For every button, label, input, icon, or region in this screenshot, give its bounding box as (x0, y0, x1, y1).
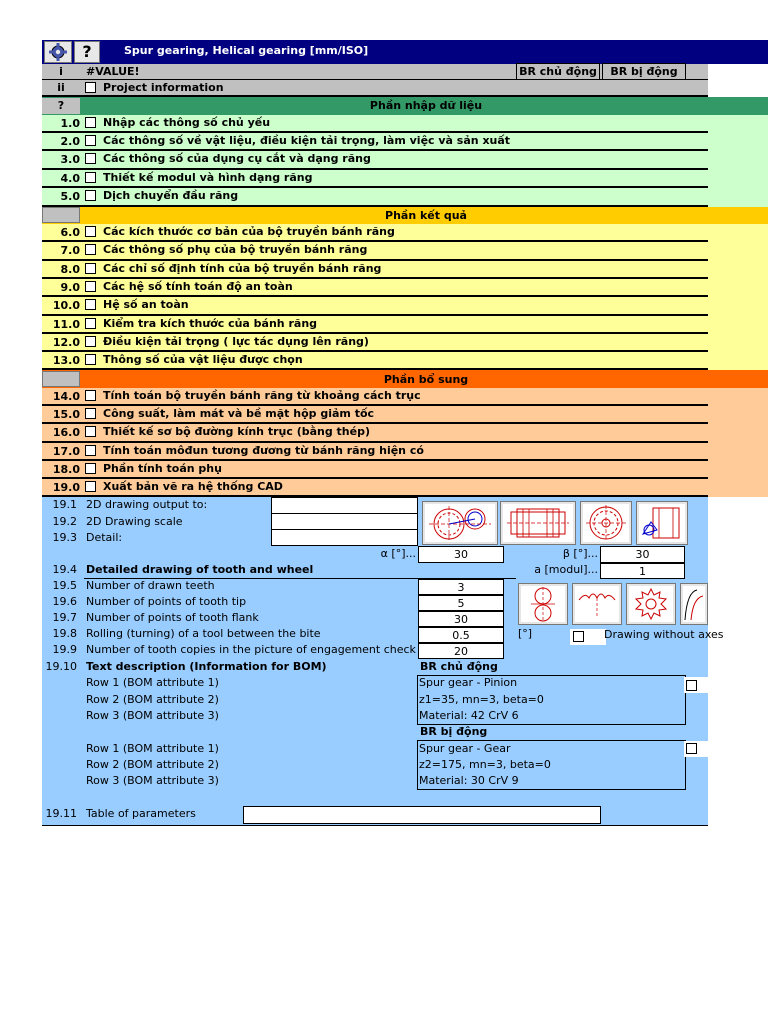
detail-input[interactable] (271, 529, 418, 546)
drawing-without-axes-label: Drawing without axes (604, 628, 724, 641)
module-label: a [modul]... (534, 563, 598, 576)
row-19-1-label: 2D drawing output to: (86, 498, 208, 511)
beta-label: β [°]... (562, 547, 598, 560)
row-ii-index: ii (57, 81, 65, 94)
row-19-10-number: 19.10 (45, 660, 77, 673)
drawing-without-axes-checkbox[interactable] (573, 631, 584, 642)
module-input[interactable]: 1 (600, 563, 685, 579)
result-row-number: 6.0 (60, 226, 80, 239)
result-row-checkbox[interactable] (85, 226, 96, 237)
extra-row-label[interactable]: Công suất, làm mát và bề mặt hộp giảm tốc (103, 407, 375, 420)
result-row-checkbox[interactable] (85, 244, 96, 255)
result-row-label[interactable]: Kiểm tra kích thước của bánh răng (103, 317, 318, 330)
drawn-teeth-input[interactable]: 3 (418, 579, 504, 595)
tool-rolling-input[interactable]: 0.5 (418, 627, 504, 643)
gear-wheel-button[interactable] (626, 583, 676, 625)
result-row-label[interactable]: Thông số của vật liệu được chọn (103, 353, 303, 366)
result-row-number: 10.0 (52, 299, 80, 312)
row-19-1-number: 19.1 (52, 498, 77, 511)
extra-section-title: Phần bổ sung (383, 373, 469, 386)
extra-row-number: 16.0 (52, 426, 80, 439)
extra-row-checkbox[interactable] (85, 408, 96, 419)
input-row-label[interactable]: Các thông số về vật liệu, điều kiện tải trọng, làm việc và sản xuất (103, 134, 511, 147)
extra-row-number: 19.0 (52, 481, 80, 494)
input-row-label[interactable]: Các thông số của dụng cụ cắt và dạng răng (103, 152, 371, 165)
gear-front-icon (583, 504, 629, 542)
input-row-checkbox[interactable] (85, 117, 96, 128)
extra-row-number: 17.0 (52, 445, 80, 458)
bom-driven-title: BR bị động (420, 725, 488, 738)
result-row-number: 11.0 (52, 318, 80, 331)
input-section-title: Phần nhập dữ liệu (369, 99, 483, 112)
input-row-label[interactable]: Nhập các thông số chủ yếu (103, 116, 271, 129)
settings-icon-button[interactable] (44, 41, 72, 63)
result-row-label[interactable]: Các chỉ số định tính của bộ truyền bánh răng (103, 262, 382, 275)
tooth-flank-button[interactable] (680, 583, 708, 625)
row-19-3-label: Detail: (86, 531, 123, 544)
row-19-7-number: 19.7 (52, 611, 77, 624)
extra-row-number: 14.0 (52, 390, 80, 403)
gear-detail-drawing-button[interactable] (636, 501, 688, 545)
result-row-checkbox[interactable] (85, 354, 96, 365)
results-section-title: Phần kết quả (385, 209, 467, 222)
extra-row-label[interactable]: Xuất bản vẽ ra hệ thống CAD (103, 480, 283, 493)
input-row-number: 4.0 (60, 172, 80, 185)
row-19-6-number: 19.6 (52, 595, 77, 608)
row-19-4-number: 19.4 (52, 563, 77, 576)
gear-section-icon (503, 504, 573, 542)
result-row-checkbox[interactable] (85, 281, 96, 292)
result-row-number: 12.0 (52, 336, 80, 349)
tooth-flank-points-input[interactable]: 30 (418, 611, 504, 627)
gear-pair-icon (425, 504, 495, 542)
tooth-engagement-icon (521, 586, 565, 622)
input-row-number: 1.0 (60, 117, 80, 130)
row-19-8-label: Rolling (turning) of a tool between the bite (86, 627, 321, 640)
result-row-label[interactable]: Các kích thước cơ bản của bộ truyền bánh răng (103, 225, 395, 238)
result-row-label[interactable]: Các thông số phụ của bộ truyền bánh răng (103, 243, 368, 256)
row-19-5-label: Number of drawn teeth (86, 579, 215, 592)
row-19-3-number: 19.3 (52, 531, 77, 544)
result-row-checkbox[interactable] (85, 299, 96, 310)
result-row-number: 9.0 (60, 281, 80, 294)
page-title: Spur gearing, Helical gearing [mm/ISO] (124, 44, 369, 57)
row-19-11-label: Table of parameters (86, 807, 196, 820)
row-19-2-label: 2D Drawing scale (86, 515, 183, 528)
row-19-2-number: 19.2 (52, 515, 77, 528)
bom-row-value[interactable]: Spur gear - Gear (419, 742, 511, 755)
tooth-flank-icon (683, 586, 705, 622)
row-ii-label: Project information (103, 81, 224, 94)
result-row-label[interactable]: Điều kiện tải trọng ( lực tác dụng lên răng) (103, 335, 369, 348)
project-info-checkbox[interactable] (85, 82, 96, 93)
bom-driving-title: BR chủ động (420, 660, 498, 673)
bom-row-label: Row 1 (BOM attribute 1) (86, 742, 219, 755)
bom-row-value[interactable]: z1=35, mn=3, beta=0 (419, 693, 544, 706)
extra-section-marker (42, 371, 80, 387)
row-i-index: i (59, 65, 63, 78)
row-19-11-number: 19.11 (45, 807, 77, 820)
result-rows-right-bg (708, 224, 768, 370)
result-row-number: 7.0 (60, 244, 80, 257)
table-of-parameters-input[interactable] (243, 806, 601, 824)
result-row-number: 13.0 (52, 354, 80, 367)
bom-driving-checkbox[interactable] (686, 680, 697, 691)
bom-row-value[interactable]: z2=175, mn=3, beta=0 (419, 758, 551, 771)
extra-row-checkbox[interactable] (85, 481, 96, 492)
column-header-driven: BR bị động (602, 63, 686, 80)
extra-rows-right-bg (708, 388, 768, 497)
question-icon: ? (82, 42, 92, 61)
input-row-label[interactable]: Thiết kế modul và hình dạng răng (103, 171, 313, 184)
drawing-scale-input[interactable] (271, 513, 418, 530)
result-row-checkbox[interactable] (85, 263, 96, 274)
extra-row-label[interactable]: Thiết kế sơ bộ đường kính trục (bằng thép) (103, 425, 371, 438)
extra-row-checkbox[interactable] (85, 463, 96, 474)
bom-row-label: Row 3 (BOM attribute 3) (86, 709, 219, 722)
gear-pair-drawing-button[interactable] (422, 501, 498, 545)
extra-row-checkbox[interactable] (85, 426, 96, 437)
gear-front-drawing-button[interactable] (580, 501, 632, 545)
extra-row-label[interactable]: Tính toán môđun tương đương từ bánh răng hiện có (103, 444, 424, 457)
row-19-10-label: Text description (Information for BOM) (86, 660, 327, 673)
input-row-number: 3.0 (60, 153, 80, 166)
tooth-copies-input[interactable]: 20 (418, 643, 504, 659)
extra-row-number: 18.0 (52, 463, 80, 476)
bom-row-value[interactable]: Spur gear - Pinion (419, 676, 518, 689)
input-row-number: 5.0 (60, 190, 80, 203)
row-i-value: #VALUE! (86, 65, 140, 78)
input-section-marker: ? (42, 98, 80, 114)
bom-row-label: Row 2 (BOM attribute 2) (86, 693, 219, 706)
result-row-checkbox[interactable] (85, 318, 96, 329)
row-19-7-label: Number of points of tooth flank (86, 611, 259, 624)
extra-row-checkbox[interactable] (85, 445, 96, 456)
tooth-engagement-button[interactable] (518, 583, 568, 625)
bom-driven-checkbox[interactable] (686, 743, 697, 754)
tooth-profile-icon (575, 586, 619, 622)
row-19-4-label: Detailed drawing of tooth and wheel (86, 563, 314, 576)
help-button[interactable] (74, 41, 100, 63)
input-row-checkbox[interactable] (85, 172, 96, 183)
gear-section-drawing-button[interactable] (500, 501, 576, 545)
tool-rolling-unit: [°] (518, 627, 533, 640)
input-row-checkbox[interactable] (85, 135, 96, 146)
input-row-checkbox[interactable] (85, 153, 96, 164)
tooth-tip-points-input[interactable]: 5 (418, 595, 504, 611)
gear-detail-icon (639, 504, 685, 542)
results-section-marker (42, 207, 80, 223)
cad-section-bottom-border (42, 825, 708, 826)
alpha-label: α [°]... (380, 547, 416, 560)
result-row-checkbox[interactable] (85, 336, 96, 347)
row-19-8-number: 19.8 (52, 627, 77, 640)
input-rows-right-bg (708, 115, 768, 207)
gear-wheel-icon (629, 586, 673, 622)
extra-row-label[interactable]: Tính toán bộ truyền bánh răng từ khoảng cách trục (103, 389, 421, 402)
row-19-5-number: 19.5 (52, 579, 77, 592)
bom-row-value[interactable]: Material: 30 CrV 9 (419, 774, 519, 787)
drawing-output-input[interactable] (271, 497, 418, 514)
tooth-profile-button[interactable] (572, 583, 622, 625)
extra-row-number: 15.0 (52, 408, 80, 421)
column-header-driving: BR chủ động (516, 63, 600, 80)
beta-input[interactable]: 30 (600, 546, 685, 563)
gear-icon (45, 42, 71, 62)
input-row-number: 2.0 (60, 135, 80, 148)
bom-row-label: Row 2 (BOM attribute 2) (86, 758, 219, 771)
result-row-number: 8.0 (60, 263, 80, 276)
result-row-label[interactable]: Các hệ số tính toán độ an toàn (103, 280, 293, 293)
row-19-6-label: Number of points of tooth tip (86, 595, 247, 608)
row-19-9-number: 19.9 (52, 643, 77, 656)
extra-row-checkbox[interactable] (85, 390, 96, 401)
row-19-9-label: Number of tooth copies in the picture of engagement check (86, 643, 416, 656)
bom-row-value[interactable]: Material: 42 CrV 6 (419, 709, 519, 722)
bom-row-label: Row 1 (BOM attribute 1) (86, 676, 219, 689)
result-row-label[interactable]: Hệ số an toàn (103, 298, 189, 311)
bom-row-label: Row 3 (BOM attribute 3) (86, 774, 219, 787)
alpha-input[interactable]: 30 (418, 546, 504, 563)
extra-row-label[interactable]: Phần tính toán phụ (103, 462, 222, 475)
input-row-label[interactable]: Dịch chuyển đầu răng (103, 189, 239, 202)
input-row-checkbox[interactable] (85, 190, 96, 201)
